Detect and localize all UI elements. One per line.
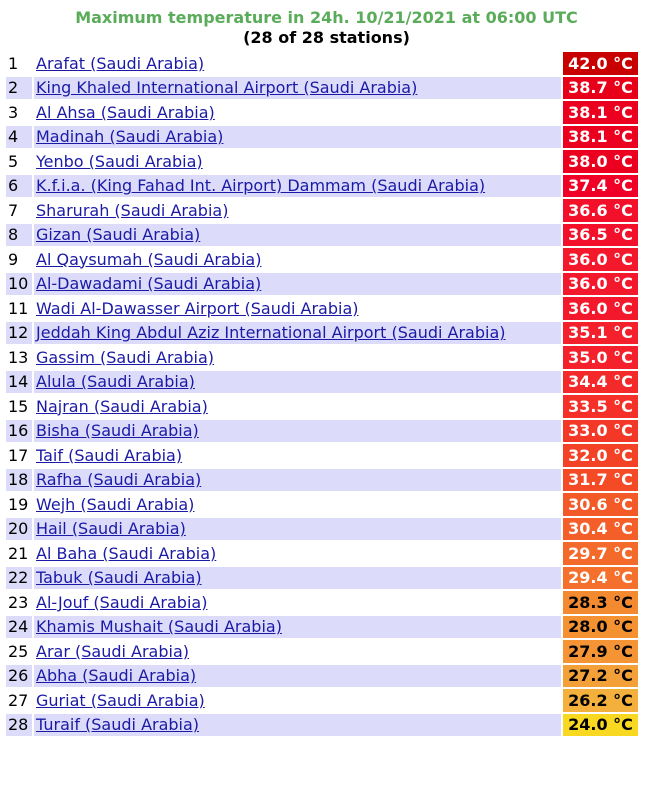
station-name-cell	[34, 224, 561, 247]
table-row	[6, 297, 638, 320]
station-link[interactable]: Al-Jouf (Saudi Arabia)	[36, 592, 208, 612]
station-link[interactable]: Al Qaysumah (Saudi Arabia)	[36, 249, 262, 269]
page-header	[0, 0, 653, 48]
station-rank: 13	[6, 346, 32, 369]
station-name-cell	[34, 52, 561, 75]
station-link[interactable]: Rafha (Saudi Arabia)	[36, 470, 202, 490]
station-link[interactable]: Hail (Saudi Arabia)	[36, 519, 186, 539]
temperature-value: 35.0 °C	[563, 346, 638, 369]
temperature-value: 28.0 °C	[563, 616, 638, 639]
station-link[interactable]: Bisha (Saudi Arabia)	[36, 421, 199, 441]
temperature-value: 30.6 °C	[563, 493, 638, 516]
table-row	[6, 77, 638, 100]
station-rank: 2	[6, 77, 32, 100]
station-rank: 27	[6, 689, 32, 712]
station-rank: 17	[6, 444, 32, 467]
table-row	[6, 640, 638, 663]
temperature-value: 37.4 °C	[563, 175, 638, 198]
station-link[interactable]: Jeddah King Abdul Aziz International Airport (Saudi Arabia)	[36, 323, 506, 343]
station-rank: 21	[6, 542, 32, 565]
station-name-cell	[34, 469, 561, 492]
temperature-value: 35.1 °C	[563, 322, 638, 345]
page-title: Maximum temperature in 24h. 10/21/2021 at 06:00 UTC	[75, 8, 578, 27]
station-name-cell	[34, 322, 561, 345]
temperature-value: 29.4 °C	[563, 567, 638, 590]
table-row	[6, 444, 638, 467]
table-row	[6, 248, 638, 271]
station-name-cell	[34, 395, 561, 418]
station-link[interactable]: Taif (Saudi Arabia)	[36, 445, 183, 465]
table-row	[6, 199, 638, 222]
table-row	[6, 273, 638, 296]
temperature-value: 38.7 °C	[563, 77, 638, 100]
station-name-cell	[34, 518, 561, 541]
station-name-cell	[34, 420, 561, 443]
station-link[interactable]: Al Baha (Saudi Arabia)	[36, 543, 217, 563]
station-name-cell	[34, 101, 561, 124]
station-name-cell	[34, 371, 561, 394]
temperature-value: 36.5 °C	[563, 224, 638, 247]
station-name-cell	[34, 714, 561, 737]
temperature-value: 36.0 °C	[563, 273, 638, 296]
station-name-cell	[34, 248, 561, 271]
temperature-value: 27.9 °C	[563, 640, 638, 663]
temperature-value: 29.7 °C	[563, 542, 638, 565]
station-name-cell	[34, 175, 561, 198]
station-rank: 14	[6, 371, 32, 394]
temperature-value: 30.4 °C	[563, 518, 638, 541]
station-link[interactable]: Yenbo (Saudi Arabia)	[36, 151, 203, 171]
station-rank: 3	[6, 101, 32, 124]
temperature-value: 38.1 °C	[563, 126, 638, 149]
station-rank: 11	[6, 297, 32, 320]
station-rank: 19	[6, 493, 32, 516]
station-rank: 16	[6, 420, 32, 443]
station-rank: 25	[6, 640, 32, 663]
station-name-cell	[34, 567, 561, 590]
station-name-cell	[34, 591, 561, 614]
station-link[interactable]: Arafat (Saudi Arabia)	[36, 53, 205, 73]
station-name-cell	[34, 346, 561, 369]
table-row	[6, 175, 638, 198]
table-row	[6, 591, 638, 614]
table-row	[6, 616, 638, 639]
table-row	[6, 493, 638, 516]
station-link[interactable]: Al-Dawadami (Saudi Arabia)	[36, 274, 262, 294]
temperature-value: 36.0 °C	[563, 248, 638, 271]
table-row	[6, 714, 638, 737]
station-rank: 18	[6, 469, 32, 492]
temperature-value: 34.4 °C	[563, 371, 638, 394]
table-row	[6, 126, 638, 149]
station-name-cell	[34, 199, 561, 222]
station-name-cell	[34, 444, 561, 467]
station-rank: 6	[6, 175, 32, 198]
station-link[interactable]: Madinah (Saudi Arabia)	[36, 127, 224, 147]
station-name-cell	[34, 689, 561, 712]
station-link[interactable]: Wadi Al-Dawasser Airport (Saudi Arabia)	[36, 298, 359, 318]
stations-table	[4, 50, 640, 738]
station-name-cell	[34, 640, 561, 663]
table-row	[6, 346, 638, 369]
station-rank: 1	[6, 52, 32, 75]
station-link[interactable]: Turaif (Saudi Arabia)	[36, 715, 200, 735]
table-row	[6, 542, 638, 565]
station-link[interactable]: Guriat (Saudi Arabia)	[36, 690, 205, 710]
table-row	[6, 224, 638, 247]
stations-table-body	[6, 52, 638, 736]
temperature-value: 36.6 °C	[563, 199, 638, 222]
station-link[interactable]: King Khaled International Airport (Saudi Arabia)	[36, 78, 418, 98]
station-link[interactable]: Khamis Mushait (Saudi Arabia)	[36, 617, 282, 637]
station-name-cell	[34, 150, 561, 173]
station-name-cell	[34, 126, 561, 149]
station-link[interactable]: Gassim (Saudi Arabia)	[36, 347, 214, 367]
station-link[interactable]: Al Ahsa (Saudi Arabia)	[36, 102, 215, 122]
table-row	[6, 420, 638, 443]
station-rank: 23	[6, 591, 32, 614]
station-rank: 15	[6, 395, 32, 418]
station-rank: 8	[6, 224, 32, 247]
station-name-cell	[34, 297, 561, 320]
temperature-value: 27.2 °C	[563, 665, 638, 688]
station-name-cell	[34, 77, 561, 100]
station-count: (28 of 28 stations)	[243, 28, 410, 47]
table-row	[6, 150, 638, 173]
station-link[interactable]: Sharurah (Saudi Arabia)	[36, 200, 229, 220]
temperature-value: 24.0 °C	[563, 714, 638, 737]
station-link[interactable]: Gizan (Saudi Arabia)	[36, 225, 201, 245]
temperature-value: 28.3 °C	[563, 591, 638, 614]
temperature-value: 26.2 °C	[563, 689, 638, 712]
station-link[interactable]: Tabuk (Saudi Arabia)	[36, 568, 202, 588]
station-link[interactable]: Arar (Saudi Arabia)	[36, 641, 189, 661]
station-name-cell	[34, 493, 561, 516]
station-rank: 24	[6, 616, 32, 639]
station-name-cell	[34, 273, 561, 296]
station-rank: 28	[6, 714, 32, 737]
station-rank: 26	[6, 665, 32, 688]
temperature-value: 38.1 °C	[563, 101, 638, 124]
station-name-cell	[34, 665, 561, 688]
table-row	[6, 665, 638, 688]
station-rank: 4	[6, 126, 32, 149]
station-rank: 5	[6, 150, 32, 173]
temperature-value: 33.0 °C	[563, 420, 638, 443]
station-rank: 7	[6, 199, 32, 222]
station-link[interactable]: Abha (Saudi Arabia)	[36, 666, 197, 686]
station-rank: 12	[6, 322, 32, 345]
station-link[interactable]: K.f.i.a. (King Fahad Int. Airport) Dammam (Saudi Arabia)	[36, 176, 486, 196]
table-row	[6, 518, 638, 541]
temperature-value: 31.7 °C	[563, 469, 638, 492]
temperature-value: 33.5 °C	[563, 395, 638, 418]
table-row	[6, 567, 638, 590]
temperature-value: 32.0 °C	[563, 444, 638, 467]
station-rank: 22	[6, 567, 32, 590]
station-name-cell	[34, 542, 561, 565]
station-link[interactable]: Najran (Saudi Arabia)	[36, 396, 208, 416]
station-name-cell	[34, 616, 561, 639]
temperature-value: 36.0 °C	[563, 297, 638, 320]
table-row	[6, 371, 638, 394]
table-row	[6, 689, 638, 712]
table-row	[6, 52, 638, 75]
temperature-value: 38.0 °C	[563, 150, 638, 173]
station-rank: 10	[6, 273, 32, 296]
station-rank: 9	[6, 248, 32, 271]
station-link[interactable]: Wejh (Saudi Arabia)	[36, 494, 195, 514]
table-row	[6, 395, 638, 418]
table-row	[6, 101, 638, 124]
station-link[interactable]: Alula (Saudi Arabia)	[36, 372, 195, 392]
table-row	[6, 322, 638, 345]
temperature-value: 42.0 °C	[563, 52, 638, 75]
station-rank: 20	[6, 518, 32, 541]
table-row	[6, 469, 638, 492]
